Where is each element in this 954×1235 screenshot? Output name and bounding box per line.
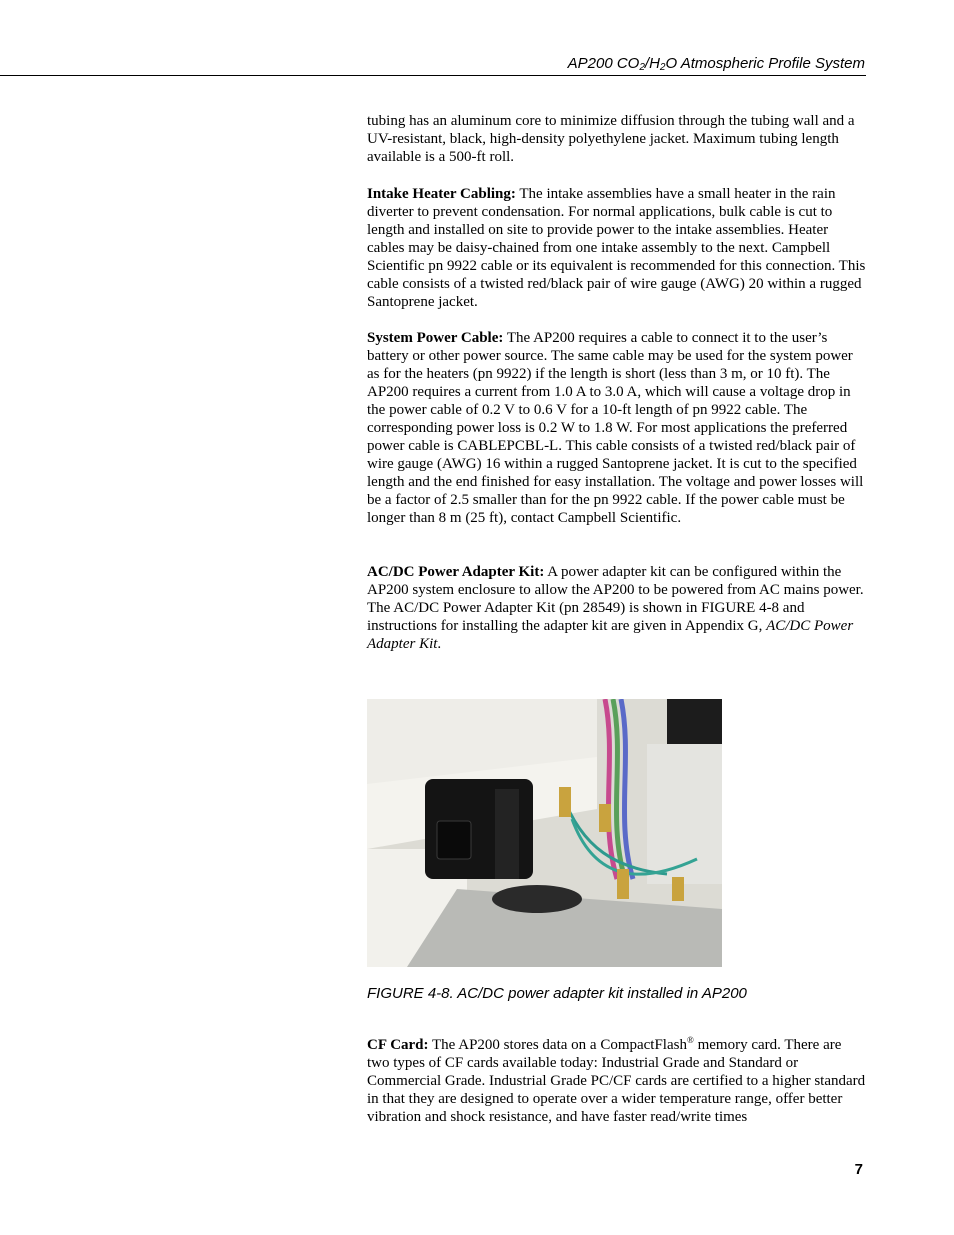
brass-fitting: [559, 787, 571, 817]
paragraph-acdc-power-adapter-kit: AC/DC Power Adapter Kit: A power adapter kit can be configured within the AP200 system enclosure to allow the AP200 to be powered from AC mains power. The AC/DC Power Adapter Kit (pn 28549) is shown in FIGURE 4-8 and instructions for installing the adapter kit are given in Appendix G, AC/DC Power Adapter Kit.: [367, 564, 864, 652]
registered-mark: ®: [686, 1035, 694, 1045]
paragraph-intake-heater-cabling: Intake Heater Cabling: The intake assemblies have a small heater in the rain diverter to prevent condensation. For normal applications, bulk cable is cut to length and installed on site to provide power to the intake assemblies. Heater cables may be daisy-chained from one intake assembly to the next. Campbell Scientific pn 9922 cable or its equivalent is recommended for this connection. This cable consists of a twisted red/black pair of wire gauge (AWG) 20 within a rugged Santoprene jacket.: [367, 186, 866, 310]
paragraph-tubing: tubing has an aluminum core to minimize diffusion through the tubing wall and a UV-resistant, black, high-density polyethylene jacket. Maximum tubing length available is a 500-ft roll.: [367, 113, 855, 165]
figure-caption: FIGURE 4-8. AC/DC power adapter kit installed in AP200: [367, 985, 747, 1002]
header-text: AP200 CO: [567, 55, 640, 72]
filter-ring: [492, 885, 582, 913]
photo-illustration: [367, 699, 722, 967]
paragraph-cf-card: CF Card: The AP200 stores data on a CompactFlash® memory card. There are two types of CF cards available today: Industrial Grade and Standard or Commercial Grade. Industrial Grade PC/CF cards are certified to a higher standard in that they are designed to operate over a wider temperature range, offer better vibration and shock resistance, and have faster read/write times: [367, 1035, 866, 1125]
page-number: 7: [854, 1161, 863, 1178]
figure-photo-power-adapter: [367, 699, 722, 967]
paragraph-heading: CF Card:: [367, 1037, 429, 1053]
header-text: /H: [644, 55, 660, 72]
paragraph-heading: AC/DC Power Adapter Kit:: [367, 564, 545, 580]
header-subscript: 2: [659, 62, 666, 73]
header-text: O Atmospheric Profile System: [665, 55, 865, 72]
adapter-strap: [495, 789, 519, 879]
device-panel: [667, 699, 722, 744]
paragraph-heading: System Power Cable:: [367, 330, 504, 346]
brass-fitting: [617, 869, 629, 899]
header-subscript: 2: [639, 62, 645, 73]
brass-fitting: [599, 804, 611, 832]
running-header: [568, 55, 865, 73]
header-rule: [0, 75, 866, 76]
paragraph-heading: Intake Heater Cabling:: [367, 186, 516, 202]
appendix-reference: AC/DC Power Adapter Kit: [367, 618, 854, 652]
brass-fitting: [672, 877, 684, 901]
paragraph-system-power-cable: System Power Cable: The AP200 requires a cable to connect it to the user’s battery or other power source. The same cable may be used for the system power as for the heaters (pn 9922) if the length is short (less than 3 m, or 10 ft). The AP200 requires a current from 1.0 A to 3.0 A, which will cause a voltage drop in the power cable of 0.2 V to 0.6 V for a 10-ft length of pn 9922 cable. The corresponding power loss is 0.2 W to 1.8 W. For most applications the preferred power cable is CABLEPCBL-L. This cable consists of a twisted red/black pair of wire gauge (AWG) 16 within a rugged Santoprene jacket. It is cut to the specified length and the end finished for easy installation. The voltage and power losses will be a factor of 2.5 smaller than for the pn 9922 cable. If the power cable must be longer than 8 m (25 ft), contact Campbell Scientific.: [367, 330, 864, 526]
iec-socket: [437, 821, 471, 859]
